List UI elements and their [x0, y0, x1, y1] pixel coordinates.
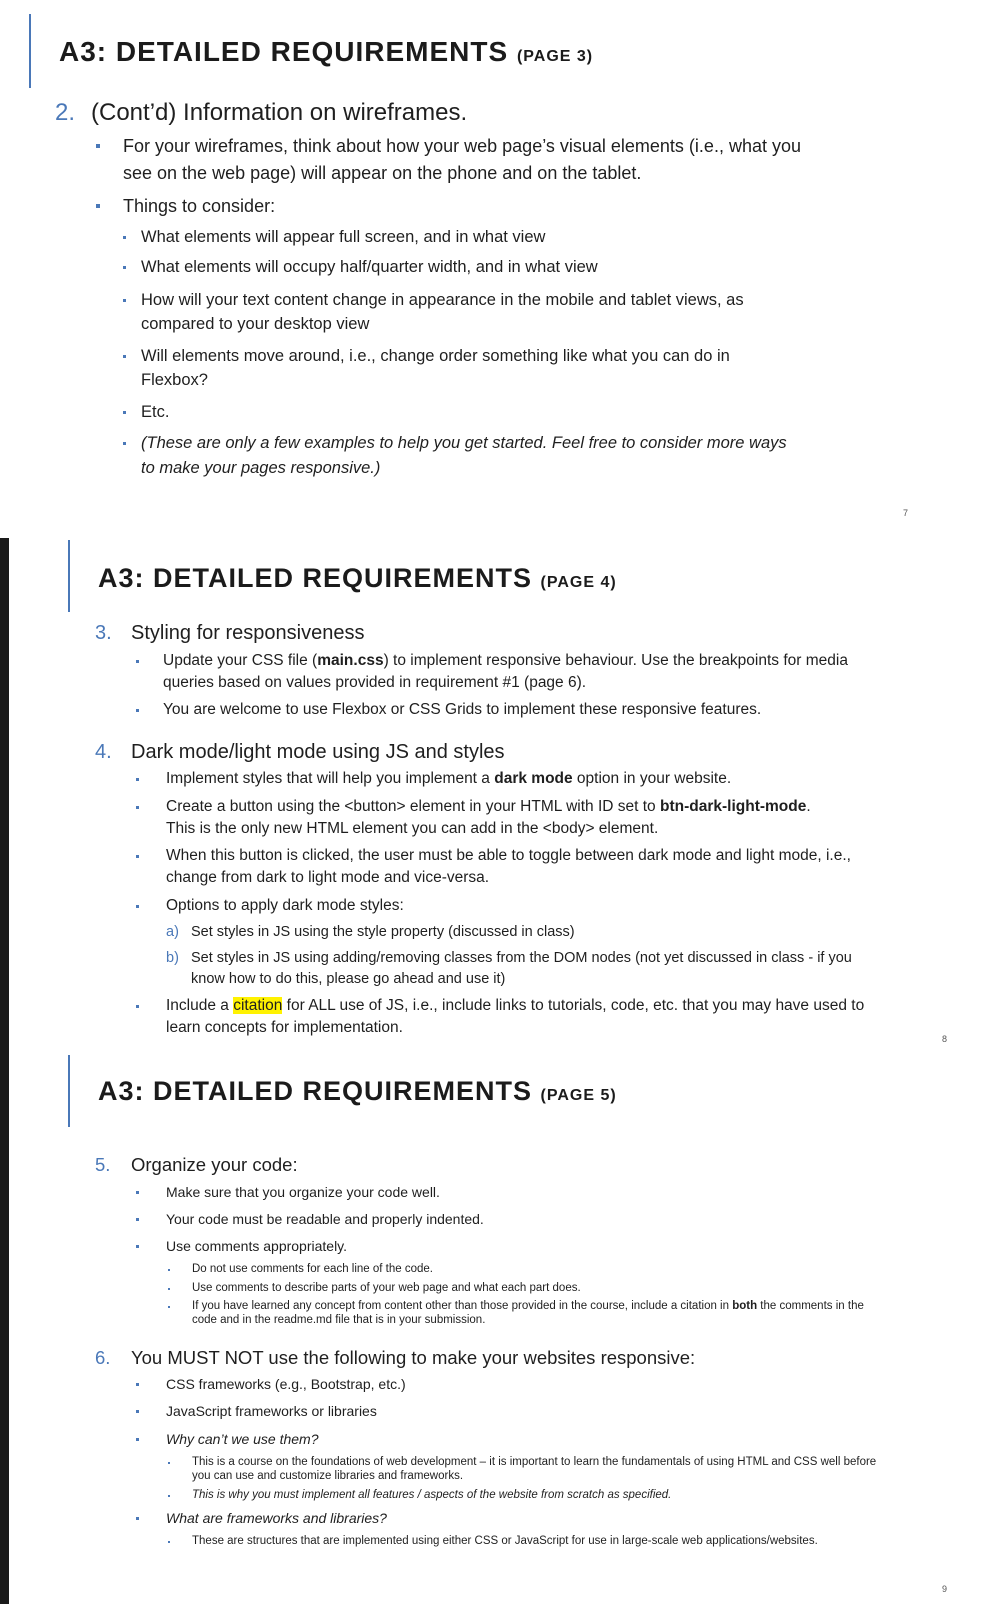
- list-item-continuation: This is the only new HTML element you can add in the <body> element.: [166, 820, 659, 837]
- sub-bullet-icon: [168, 1495, 170, 1497]
- page-edge: [0, 538, 9, 1604]
- item-heading: You MUST NOT use the following to make your websites responsive:: [131, 1347, 696, 1368]
- text-run: the comments in the: [757, 1300, 864, 1312]
- sub-bullet-icon: [168, 1462, 170, 1464]
- sub-list-item: [192, 1300, 864, 1312]
- sub-list-item: Will elements move around, i.e., change order something like what you can do in: [141, 347, 730, 365]
- sub-list-item-continuation: to make your pages responsive.): [141, 459, 381, 477]
- sub-list-item-continuation: you can use and customize libraries and frameworks.: [192, 1470, 464, 1482]
- list-item: Options to apply dark mode styles:: [166, 897, 404, 914]
- page-number: 8: [942, 1034, 948, 1044]
- bullet-icon: [136, 1191, 139, 1194]
- bullet-icon: [136, 1218, 139, 1221]
- page-number: 7: [903, 508, 909, 518]
- bullet-icon: [136, 1410, 139, 1413]
- sub-bullet-icon: [123, 236, 126, 239]
- page-title: [98, 563, 617, 594]
- list-item-continuation: learn concepts for implementation.: [166, 1019, 403, 1036]
- bullet-icon: [96, 204, 100, 208]
- accent-bar: [68, 1055, 70, 1127]
- sub-bullet-icon: [123, 266, 126, 269]
- filename-text: main.css: [317, 652, 384, 669]
- sub-list-item: How will your text content change in appearance in the mobile and tablet views, as: [141, 291, 744, 309]
- text-run: Implement styles that will help you implement a: [166, 770, 495, 787]
- title-page-label: (PAGE 4): [540, 574, 617, 591]
- sub-list-item-continuation: Flexbox?: [141, 371, 208, 389]
- list-item: Make sure that you organize your code well.: [166, 1184, 440, 1200]
- option-item: Set styles in JS using adding/removing classes from the DOM nodes (not yet discussed in class - if you: [191, 950, 852, 966]
- item-heading: (Cont’d) Information on wireframes.: [91, 99, 468, 126]
- text-run: option in your website.: [572, 770, 732, 787]
- text-run: Include a: [166, 997, 234, 1014]
- sub-list-item-continuation: code and in the readme.md file that is in your submission.: [192, 1314, 486, 1326]
- accent-bar: [29, 14, 31, 88]
- option-label: a): [166, 924, 179, 940]
- list-item-continuation: change from dark to light mode and vice-versa.: [166, 869, 490, 886]
- bullet-icon: [136, 905, 139, 908]
- sub-list-item: Etc.: [141, 403, 170, 421]
- bullet-icon: [136, 1517, 139, 1520]
- text-run: .: [806, 798, 811, 815]
- title-text: A3: DETAILED REQUIREMENTS: [98, 1076, 533, 1106]
- sub-bullet-icon: [123, 442, 126, 445]
- item-number: 2.: [55, 99, 76, 126]
- page-title: [98, 1076, 617, 1107]
- list-item: For your wireframes, think about how your web page’s visual elements (i.e., what you: [123, 136, 801, 156]
- list-item: Use comments appropriately.: [166, 1238, 348, 1254]
- item-number: 4.: [95, 741, 112, 763]
- list-item: You are welcome to use Flexbox or CSS Grids to implement these responsive features.: [163, 701, 762, 718]
- sub-list-item: (These are only a few examples to help you get started. Feel free to consider more ways: [141, 434, 787, 452]
- list-item: [166, 997, 864, 1015]
- item-heading: Styling for responsiveness: [131, 622, 365, 644]
- sub-list-item: Do not use comments for each line of the code.: [192, 1263, 433, 1275]
- emphasis-text: dark mode: [494, 770, 573, 787]
- list-item-continuation: see on the web page) will appear on the phone and on the tablet.: [123, 163, 642, 183]
- item-number: 5.: [95, 1154, 111, 1175]
- bullet-icon: [136, 855, 139, 858]
- sub-list-item: What elements will occupy half/quarter width, and in what view: [141, 258, 598, 276]
- bullet-icon: [136, 778, 139, 781]
- list-item: [163, 652, 848, 670]
- sub-bullet-icon: [168, 1541, 170, 1543]
- page-title: [59, 36, 593, 68]
- text-run: If you have learned any concept from content other than those provided in the course, include a citation in: [192, 1300, 733, 1312]
- list-item: Things to consider:: [123, 196, 276, 216]
- title-text: A3: DETAILED REQUIREMENTS: [98, 563, 533, 593]
- sub-bullet-icon: [168, 1269, 170, 1271]
- highlighted-text: citation: [233, 997, 283, 1014]
- bullet-icon: [136, 1245, 139, 1248]
- sub-list-item: These are structures that are implemented using either CSS or JavaScript for use in large-scale web applications/websites.: [192, 1535, 818, 1547]
- page-number: 9: [942, 1584, 948, 1594]
- sub-list-item: This is a course on the foundations of web development – it is important to learn the fundamentals of using HTML and CSS well before: [192, 1456, 877, 1468]
- text-run: Create a button using the <button> element in your HTML with ID set to: [166, 798, 660, 815]
- list-item: [166, 770, 731, 788]
- title-page-label: (PAGE 5): [540, 1087, 617, 1104]
- bullet-icon: [136, 806, 139, 809]
- bullet-icon: [136, 1383, 139, 1386]
- text-run: Update your CSS file (: [163, 652, 318, 669]
- list-item: When this button is clicked, the user must be able to toggle between dark mode and light mode, i.e.,: [166, 847, 851, 864]
- sub-bullet-icon: [168, 1288, 170, 1290]
- sub-list-item: Use comments to describe parts of your web page and what each part does.: [192, 1282, 581, 1294]
- list-item-continuation: queries based on values provided in requirement #1 (page 6).: [163, 674, 587, 691]
- list-item: Your code must be readable and properly indented.: [166, 1211, 484, 1227]
- item-heading: Organize your code:: [131, 1154, 298, 1175]
- title-page-label: (PAGE 3): [516, 48, 594, 65]
- sub-list-item-continuation: compared to your desktop view: [141, 315, 370, 333]
- list-item: JavaScript frameworks or libraries: [166, 1403, 377, 1419]
- text-run: ) to implement responsive behaviour. Use the breakpoints for media: [383, 652, 848, 669]
- option-item-continuation: know how to do this, please go ahead and use it): [191, 971, 506, 987]
- bullet-icon: [136, 1438, 139, 1441]
- sub-bullet-icon: [168, 1306, 170, 1308]
- sub-list-item: What elements will appear full screen, and in what view: [141, 228, 546, 246]
- text-run: for ALL use of JS, i.e., include links to tutorials, code, etc. that you may have used to: [282, 997, 865, 1014]
- item-heading: Dark mode/light mode using JS and styles: [131, 741, 505, 763]
- option-item: Set styles in JS using the style property (discussed in class): [191, 924, 575, 940]
- sub-bullet-icon: [123, 411, 126, 414]
- list-item: [166, 798, 811, 816]
- title-text: A3: DETAILED REQUIREMENTS: [59, 36, 509, 67]
- sub-list-item: This is why you must implement all features / aspects of the website from scratch as specified.: [192, 1489, 672, 1501]
- bullet-icon: [136, 1005, 139, 1008]
- accent-bar: [68, 540, 70, 612]
- emphasis-text: both: [732, 1300, 758, 1312]
- list-item: CSS frameworks (e.g., Bootstrap, etc.): [166, 1376, 406, 1392]
- sub-bullet-icon: [123, 299, 126, 302]
- bullet-icon: [96, 144, 100, 148]
- sub-bullet-icon: [123, 355, 126, 358]
- item-number: 3.: [95, 622, 112, 644]
- option-label: b): [166, 950, 179, 966]
- item-number: 6.: [95, 1347, 111, 1368]
- list-item: What are frameworks and libraries?: [166, 1510, 387, 1526]
- bullet-icon: [136, 660, 139, 663]
- id-text: btn-dark-light-mode: [659, 798, 807, 815]
- bullet-icon: [136, 709, 139, 712]
- list-item: Why can’t we use them?: [166, 1431, 319, 1447]
